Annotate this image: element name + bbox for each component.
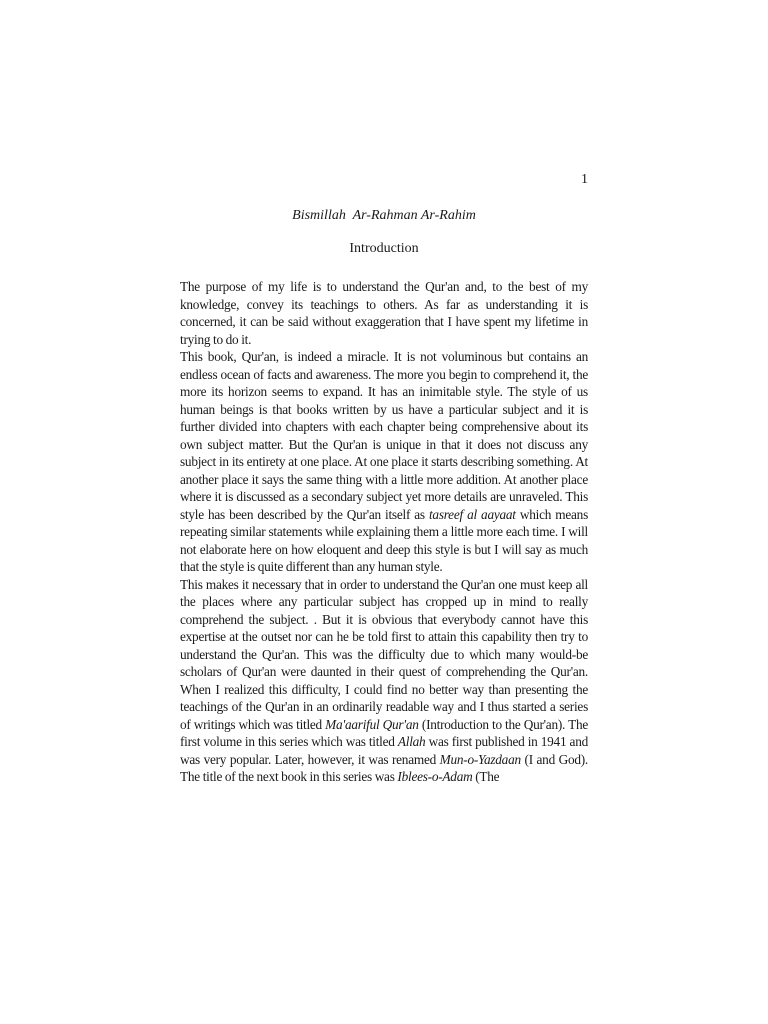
page-number: 1: [581, 172, 588, 187]
body-text: [180, 278, 588, 786]
text-run: (Introduction to the Qur'an). The first volume in this series which was titled: [180, 716, 588, 749]
italic-term: Allah: [397, 734, 426, 749]
italic-term: Iblees-o-Adam: [397, 769, 473, 784]
italic-term: tasreef al aayaat: [428, 506, 516, 522]
text-run: This book, Qur'an, is indeed a miracle. It is not voluminous but contains an endless ocean of facts and awareness. The more you begin to comprehend it, the more its horizon seems to expand. It has an inimitable style. The style of us human beings is that books written by us have a particular subject and it is further divided into chapters with each chapter being comprehensive about its own subject matter. But the Qur'an is unique in that it does not discuss any subject in its entirety at one place. At one place it starts describing something. At another place it says the same thing with a little more addition. At another place where it is discussed as a secondary subject yet more details are unraveled. This style has been described by the Qur'an itself as: [180, 349, 588, 522]
italic-term: Ma'aariful Qur'an: [325, 716, 419, 732]
section-heading: Introduction: [349, 241, 419, 256]
paragraph: [180, 576, 588, 786]
text-run: (The: [472, 769, 500, 784]
italic-term: Mun-o-Yazdaan: [439, 751, 521, 767]
text-run: This makes it necessary that in order to understand the Qur'an one must keep all the places where any particular subject has cropped up in mind to really comprehend the subject. . But it is obvious that everybody cannot have this expertise at the outset nor can he be told first to attain this capability then try to understand the Qur'an. This was the difficulty due to which many would-be scholars of Qur'an were daunted in their quest of comprehending the Qur'an. When I realized this difficulty, I could find no better way than presenting the teachings of the Qur'an in an ordinarily readable way and I thus started a series of writings which was titled: [180, 576, 588, 732]
paragraph: [180, 278, 588, 348]
basmala-line: Bismillah Ar-Rahman Ar-Rahim: [292, 208, 476, 223]
page-content: [180, 0, 588, 1024]
text-run: which means repeating similar statements while explaining them a little more each time. I will not elaborate here on how eloquent and deep this style is but I will say as much that the style is quite different than any human style.: [180, 506, 588, 574]
text-run: The purpose of my life is to understand the Qur'an and, to the best of my knowledge, convey its teachings to others. As far as understanding it is concerned, it can be said without exaggeration that I have spent my lifetime in trying to do it.: [180, 279, 588, 347]
paragraph: [180, 348, 588, 576]
text-run: was first published in 1941 and was very popular. Later, however, it was renamed: [180, 734, 588, 767]
text-run: (I and God). The title of the next book in this series was: [180, 751, 589, 784]
